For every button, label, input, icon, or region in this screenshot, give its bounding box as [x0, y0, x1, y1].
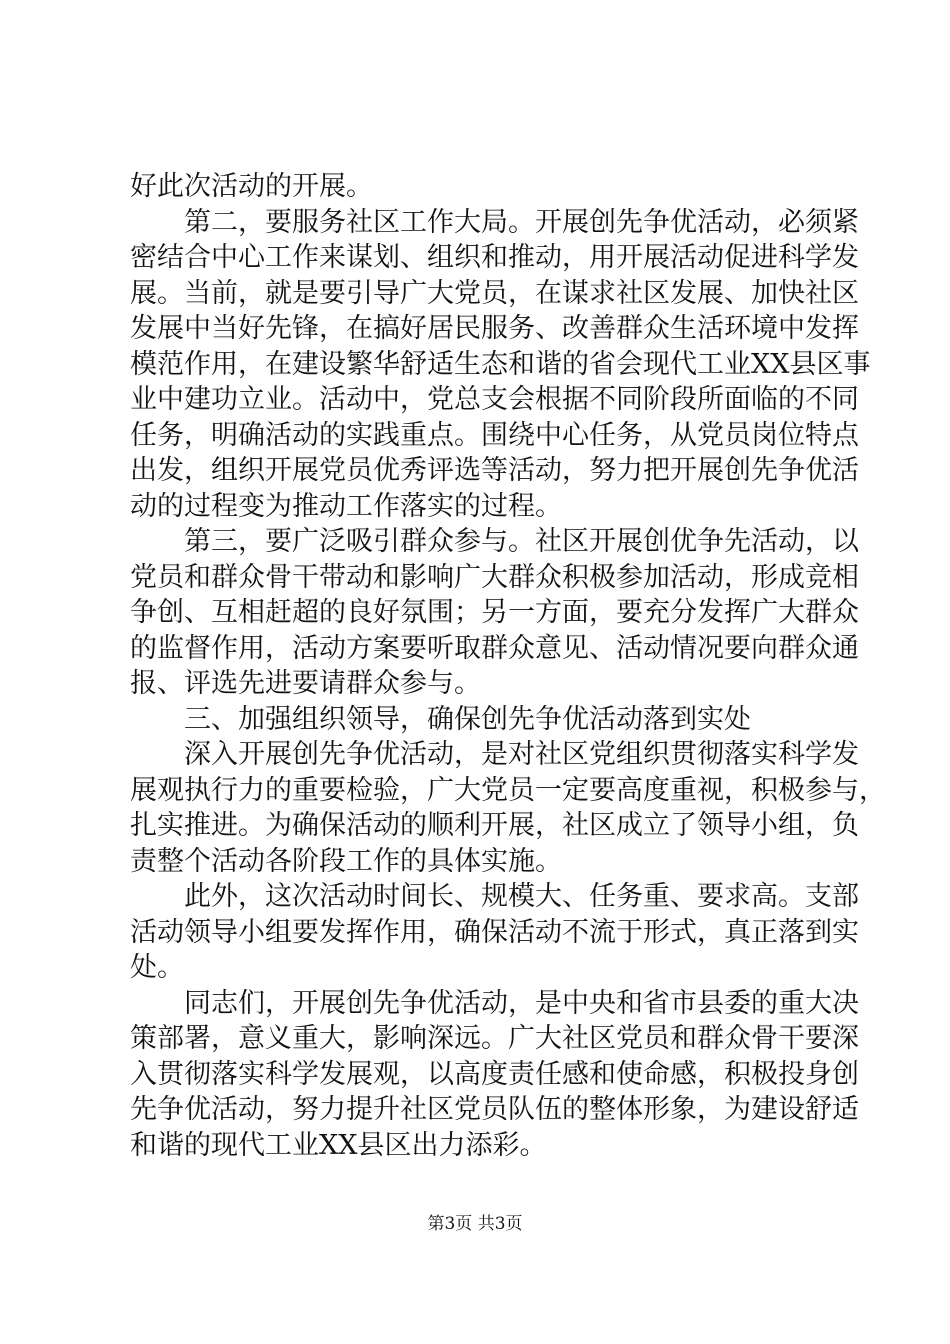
text-line: 密结合中心工作来谋划、组织和推动，用开展活动促进科学发: [130, 242, 859, 273]
text-line: 扎实推进。为确保活动的顺利开展，社区成立了领导小组，负: [130, 810, 859, 841]
text-line: 处。: [130, 952, 184, 983]
text-line: 活动领导小组要发挥作用，确保活动不流于形式，真正落到实: [130, 916, 859, 948]
text-line: 入贯彻落实科学发展观，以高度责任感和使命感，积极投身创: [130, 1058, 859, 1090]
text-line: 党员和群众骨干带动和影响广大群众积极参加活动，形成竞相: [130, 561, 859, 593]
text-line: 好此次活动的开展。: [130, 171, 373, 202]
text-line: 动的过程变为推动工作落实的过程。: [130, 490, 562, 522]
text-line: 任务，明确活动的实践重点。围绕中心任务，从党员岗位特点: [130, 419, 859, 451]
text-line: 争创、互相赶超的良好氛围；另一方面，要充分发挥广大群众: [130, 597, 859, 628]
text-line: 发展中当好先锋，在搞好居民服务、改善群众生活环境中发挥: [130, 313, 859, 344]
text-line: 先争优活动，努力提升社区党员队伍的整体形象，为建设舒适: [130, 1094, 859, 1125]
document-body: [130, 169, 886, 1163]
text-line: 报、评选先进要请群众参与。: [130, 668, 481, 699]
text-line: 第三，要广泛吸引群众参与。社区开展创优争先活动，以: [184, 526, 859, 557]
text-line: 模范作用，在建设繁华舒适生态和谐的省会现代工业XX县区事: [130, 348, 871, 380]
text-line: 业中建功立业。活动中，党总支会根据不同阶段所面临的不同: [130, 384, 859, 415]
text-line: 策部署，意义重大，影响深远。广大社区党员和群众骨干要深: [130, 1023, 859, 1054]
text-line: 展。当前，就是要引导广大党员，在谋求社区发展、加快社区: [130, 277, 859, 309]
text-line: 展观执行力的重要检验，广大党员一定要高度重视，积极参与，: [130, 774, 886, 806]
text-line: 深入开展创先争优活动，是对社区党组织贯彻落实科学发: [184, 739, 859, 770]
text-line: 的监督作用，活动方案要听取群众意见、活动情况要向群众通: [130, 632, 859, 664]
text-line: 此外，这次活动时间长、规模大、任务重、要求高。支部: [184, 881, 859, 912]
text-line: 第二，要服务社区工作大局。开展创先争优活动，必须紧: [184, 206, 859, 238]
page-number: 第3页 共3页: [427, 1214, 523, 1234]
section-heading: 三、加强组织领导，确保创先争优活动落到实处: [184, 703, 751, 735]
text-line: 责整个活动各阶段工作的具体实施。: [130, 845, 562, 877]
text-line: 和谐的现代工业XX县区出力添彩。: [130, 1129, 547, 1161]
text-line: 同志们，开展创先争优活动，是中央和省市县委的重大决: [184, 987, 859, 1019]
text-line: 出发，组织开展党员优秀评选等活动，努力把开展创先争优活: [130, 455, 859, 486]
